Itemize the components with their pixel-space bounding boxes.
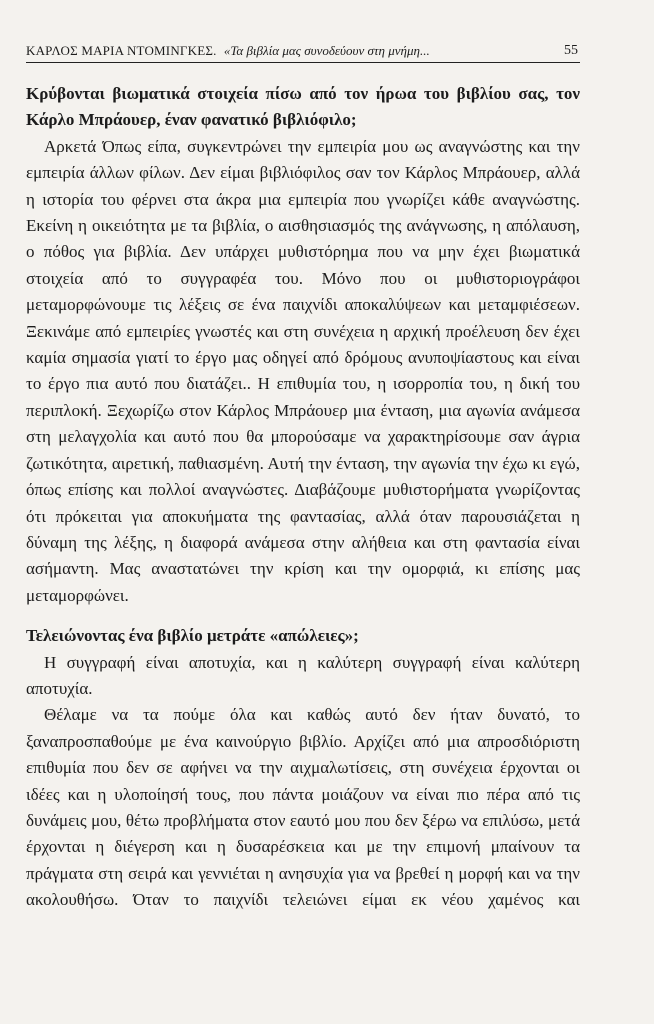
answer-paragraph: Η συγγραφή είναι αποτυχία, και η καλύτερη συγγραφή είναι καλύτερη αποτυχία.: [26, 652, 580, 698]
interview-question: Τελειώνοντας ένα βιβλίο μετράτε «απώλειες»;: [26, 626, 359, 646]
book-page: [26, 40, 580, 914]
running-header: [26, 40, 580, 63]
answer-paragraph: Αρκετά Όπως είπα, συγκεντρώνει την εμπειρία μου ως αναγνώστης και την εμπειρία άλλων φίλων. Δεν είμαι βιβλιόφιλος σαν τον Κάρλος Μπράουερ, αλλά η ιστορία του φέρνει στα άκρα μια εμπειρία που γνωρίζει κάθε αναγνώστης. Εκείνη η οικειότητα με τα βιβλία, ο αισθησιασμός της ανάγνωσης, η απόλαυση, ο πόθος για βιβλία. Δεν υπάρχει μυθιστόρημα που να μην έχει βιωματικά στοιχεία από το συγγραφέα του. Μόνο που οι μυθιστοριογράφοι μεταμορφώνουμε τις λέξεις σε ένα παιχνίδι αποκαλύψεων και μεταμφιέσεων. Ξεκινάμε από εμπειρίες γνωστές και στη συνέχεια η αρχική προέλευση δεν έχει καμία σημασία γιατί το έργο μας οδηγεί από δρόμους ανυποψίαστους και είναι το έργο πια αυτό που διατάζει.. Η επιθυμία του, η ισορροπία του, η δική του περιπλοκή. Ξεχωρίζω στον Κάρλος Μπράουερ μια ένταση, μια αγωνία ανάμεσα στη μελαγχολία και αυτό που θα μπορούσαμε να χαρακτηρίσουμε σαν άγρια ζωτικότητα, αιρετική, παθιασμένη. Αυτή την ένταση, την αγωνία την έχω κι εγώ, όπως επίσης και πολλοί αναγνώστες. Διαβάζουμε μυθιστορήματα γνωρίζοντας ότι πρόκειται για αποκυήματα της φαντασίας, αλλά όταν παρουσιάζεται η δύναμη της λέξης, η διαφορά ανάμεσα στην αλήθεια και στη φαντασία είναι ασήμαντη. Μας αναστατώνει την κρίση και την ομορφιά, κι επίσης μας μεταμορφώνει.: [26, 136, 580, 605]
answer-paragraph: Θέλαμε να τα πούμε όλα και καθώς αυτό δεν ήταν δυνατό, το ξαναπροσπαθούμε με ένα καινούργιο βιβλίο. Αρχίζει από μια απροσδιόριστη επιθυμία που δεν σε αφήνει να την αιχμαλωτίσεις, στη συνέχεια έρχονται οι ιδέες και η υλοποίησή τους, που πάντα μοιάζουν να είναι πιο πέρα από τις δυνάμεις μου, θέτω προβλήματα στον εαυτό μου που δεν ξέρω να επιλύσω, μετά έρχονται η διέγερση και η δυσαρέσκεια και με την επιμονή μπαίνουν τα πράγματα στη σειρά και γεννιέται η ανησυχία για να βρεθεί η μορφή και να την ακολουθήσω. Όταν το παιχνίδι τελειώνει είμαι εκ νέου χαμένος και: [26, 705, 580, 910]
interview-question: Κρύβονται βιωματικά στοιχεία πίσω από τον ήρωα του βιβλίου σας, τον Κάρλο Μπράουερ, έναν φανατικό βιβλιόφιλο;: [26, 84, 580, 130]
header-book-title: «Τα βιβλία μας συνοδεύουν στη μνήμη...: [223, 43, 430, 58]
page-number: 55: [564, 43, 578, 58]
header-author: ΚΑΡΛΟΣ ΜΑΡΙΑ ΝΤΟΜΙΝΓΚΕΣ.: [26, 43, 217, 58]
